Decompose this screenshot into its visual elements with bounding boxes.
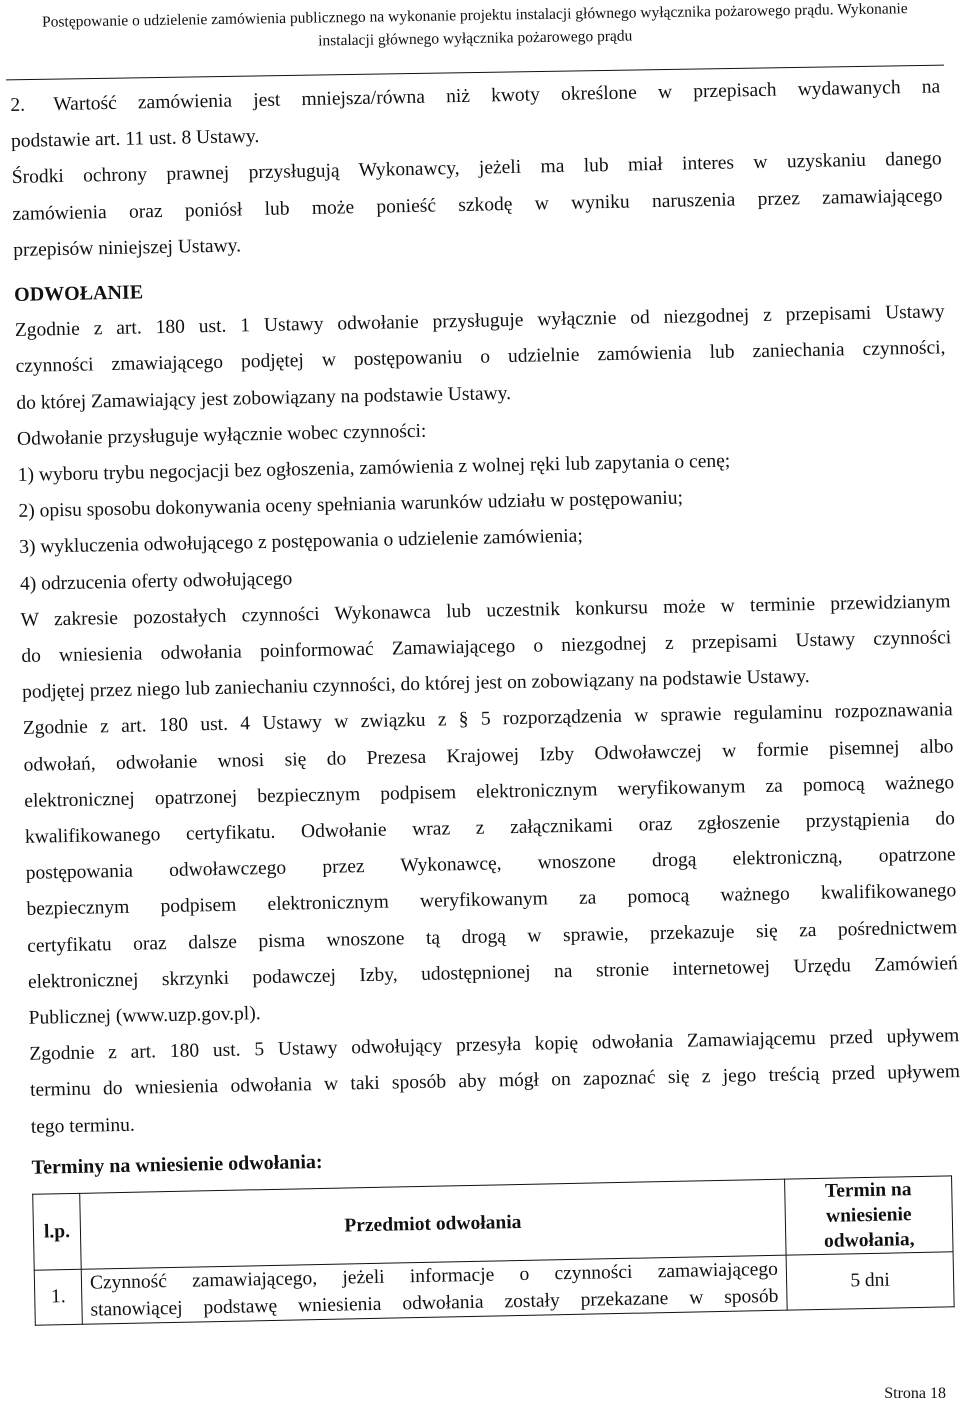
row-term: 5 dni [786, 1252, 954, 1310]
header-term [785, 1176, 953, 1255]
art180-4-line-3: elektronicznej opatrzonej bezpiecznym podpisem elektronicznym weryfikowanym za pomocą ważnego [24, 772, 955, 812]
art180-5-line-2: terminu do wniesienia odwołania w taki sposób aby mógł on zapoznać się z jego treścią przed upływem [29, 1061, 960, 1102]
srodki-line-3: przepisów niniejszej Ustawy. [13, 235, 242, 261]
art180-4-line-1: Zgodnie z art. 180 ust. 4 Ustawy w związku z § 5 rozporządzenia w sprawie regulaminu rozpoznawania [22, 699, 953, 740]
srodki-paragraph [11, 142, 943, 269]
header-line-1: Postępowanie o udzielenie zamówienia publicznego na wykonanie projektu instalacji głównego wyłącznika pożarowego prądu. Wykonanie [41, 0, 908, 31]
wobec-list [17, 439, 950, 602]
list-item: 3) wykluczenia odwołującego z postępowania o udzielenie zamówienia; [19, 526, 583, 559]
srodki-line-1: Środki ochrony prawnej przysługują Wykonawcy, jeżeli ma lub miał interes w uzyskaniu danego [11, 148, 942, 189]
art180-4-line-7: certyfikatu oraz dalsze pisma wnoszone tą drogą w sprawie, przekazuje się za pośrednictwem [27, 916, 958, 957]
running-header [0, 0, 950, 57]
zakres-line-3: podjętej przez niego lub zaniechaniu czynności, do której jest on zobowiązany na podstawie Ustawy. [21, 666, 810, 704]
art180-1-line-2: czynności zmawiającego podjętej w postępowaniu o udzielnie zamówienia lub zaniechania czynności, [15, 337, 946, 378]
zakres-line-1: W zakresie pozostałych czynności Wykonawca lub uczestnik konkursu może w terminie przewidzianym [20, 591, 951, 631]
header-subject: Przedmiot odwołania [80, 1179, 786, 1269]
art180-5-line-1: Zgodnie z art. 180 ust. 5 Ustawy odwołujący przesyła kopię odwołania Zamawiającemu przed upływem [29, 1025, 960, 1066]
art180-1-line-1: Zgodnie z art. 180 ust. 1 Ustawy odwołanie przysługuje wyłącznie od niezgodnej z przepisami Ustawy [14, 301, 945, 342]
header-line-2: instalacji głównego wyłącznika pożarowego prądu [318, 27, 633, 50]
row-subject-line-2: stanowiącej podstawę wniesienia odwołania zostały przekazane w sposób [90, 1285, 779, 1321]
row-subject-line-1: Czynność zamawiającego, jeżeli informacje o czynności zamawiającego [89, 1258, 779, 1294]
page-number: Strona 18 [884, 1385, 946, 1402]
odwolanie-heading: ODWOŁANIE [13, 281, 144, 306]
row-lp: 1. [34, 1269, 82, 1325]
art180-4-line-4: kwalifikowanego certyfikatu. Odwołanie wraz z załącznikami oraz zgłoszenie przystąpienia do [24, 808, 956, 848]
header-lp: l.p. [33, 1193, 82, 1270]
list-item: 1) wyboru trybu negocjacji bez ogłoszenia, zamówienia z wolnej ręki lub zapytania o cenę; [17, 450, 731, 486]
header-term-line-1: Termin na [824, 1179, 912, 1202]
item-2-line-2: podstawie art. 11 ust. 8 Ustawy. [10, 126, 260, 153]
art180-4-line-2: odwołań, odwołanie wnosi się do Prezesa Krajowej Izby Odwoławczej w formie pisemnej albo [23, 735, 954, 776]
art180-1-line-3: do której Zamawiający jest zobowiązany na podstawie Ustawy. [16, 382, 512, 414]
document-body [10, 69, 960, 1326]
art180-1-paragraph [15, 295, 947, 422]
item-2-number: 2. [10, 94, 26, 116]
header-term-line-2: wniesienie [825, 1204, 912, 1227]
zakres-line-2: do wniesienia odwołania poinformować Zamawiającego o niezgodnej z przepisami Ustawy czynności [21, 627, 952, 667]
art180-4-line-9: Publicznej (www.uzp.gov.pl). [28, 1003, 261, 1029]
item-2-line-1: Wartość zamówienia jest mniejsza/równa niż kwoty określone w przepisach wydawanych na [53, 76, 941, 116]
header-term-line-3: odwołania, [823, 1229, 915, 1252]
art180-5-line-3: tego terminu. [30, 1114, 136, 1138]
list-item: 2) opisu sposobu dokonywania oceny spełniania warunków udziału w postępowaniu; [18, 487, 684, 523]
art180-4-line-5: postępowania odwoławczego przez Wykonawcę, wnoszone drogą elektroniczną, opatrzone [25, 844, 956, 885]
terms-table [32, 1175, 954, 1325]
art180-4-line-6: bezpiecznym podpisem elektronicznym weryfikowanym za pomocą ważnego kwalifikowanego [26, 880, 957, 921]
list-item: 4) odrzucenia oferty odwołującego [19, 568, 293, 595]
srodki-line-2: zamówienia oraz poniósł lub może ponieść szkodę w wyniku naruszenia przez zamawiającego [12, 184, 943, 225]
art180-5-paragraph [29, 1018, 960, 1145]
art180-4-paragraph [23, 693, 959, 1037]
wobec-intro: Odwołanie przysługuje wyłącznie wobec czynności: [16, 420, 427, 450]
art180-4-line-8: elektronicznej skrzynki podawczej Izby, udostępnionej na stronie internetowej Urzędu Zamówień [27, 953, 958, 993]
zakres-paragraph [20, 584, 952, 711]
terminy-heading: Terminy na wniesienie odwołania: [31, 1150, 323, 1179]
